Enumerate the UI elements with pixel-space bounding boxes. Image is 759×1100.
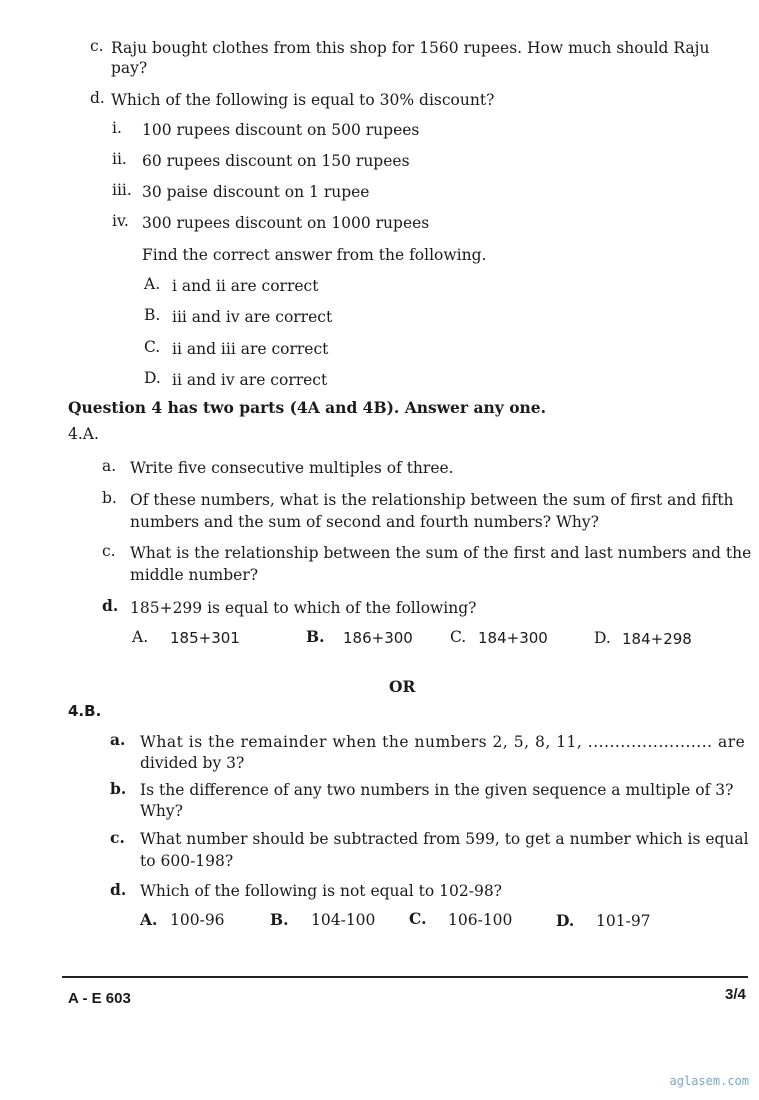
q3d-option-a-text: i and ii are correct xyxy=(172,277,319,295)
q4b-option-c-text: 106-100 xyxy=(448,911,513,929)
q4a-part-d-line1: 185+299 is equal to which of the following? xyxy=(130,599,477,617)
q4a-option-c-text: 184+300 xyxy=(478,629,548,647)
q3d-label: d. xyxy=(90,89,105,107)
q4a-part-a-key: a. xyxy=(102,457,117,475)
q4b-part-c-line1: What number should be subtracted from 599, to get a number which is equal xyxy=(140,830,749,848)
q3d-option-c-text: ii and iii are correct xyxy=(172,340,329,358)
q4b-part-a-key: a. xyxy=(110,730,126,749)
q4b-part-d-line1: Which of the following is not equal to 102-98? xyxy=(140,882,502,900)
q3d-item-4-text: 300 rupees discount on 1000 rupees xyxy=(142,214,430,232)
or-separator: OR xyxy=(389,677,416,696)
q3d-item-4-num: iv. xyxy=(112,212,129,230)
q4b-part-d-key: d. xyxy=(110,880,127,899)
q3d-instruction: Find the correct answer from the following. xyxy=(142,246,487,264)
page-number: 3/4 xyxy=(725,986,746,1003)
q4a-option-a-key: A. xyxy=(132,628,149,646)
q3d-option-b-key: B. xyxy=(144,306,161,324)
q4b-option-b-key: B. xyxy=(270,910,289,929)
q4b-option-a-text: 100-96 xyxy=(170,911,225,929)
q4b-part-b-line2: Why? xyxy=(140,802,183,820)
q4-heading: Question 4 has two parts (4A and 4B). Answer any one. xyxy=(68,398,547,417)
q4a-part-b-line2: numbers and the sum of second and fourth numbers? Why? xyxy=(130,513,599,531)
q4b-label: 4.B. xyxy=(68,702,102,720)
q3d-item-2-text: 60 rupees discount on 150 rupees xyxy=(142,152,410,170)
q3d-item-1-text: 100 rupees discount on 500 rupees xyxy=(142,121,420,139)
watermark[interactable]: aglasem.com xyxy=(669,1074,749,1088)
q4a-part-c-line1: What is the relationship between the sum of the first and last numbers and the xyxy=(130,544,752,562)
q3d-option-b-text: iii and iv are correct xyxy=(172,308,333,326)
q4b-part-b-line1: Is the difference of any two numbers in the given sequence a multiple of 3? xyxy=(140,781,734,799)
q4b-option-b-text: 104-100 xyxy=(311,911,376,929)
q3d-item-2-num: ii. xyxy=(112,150,127,168)
q4a-part-b-key: b. xyxy=(102,489,117,507)
q3d-option-a-key: A. xyxy=(144,275,161,293)
q4a-part-d-key: d. xyxy=(102,596,119,615)
q4a-label: 4.A. xyxy=(68,425,99,443)
q3d-option-d-key: D. xyxy=(144,369,161,387)
q4a-option-c-key: C. xyxy=(450,628,467,646)
q4b-part-c-key: c. xyxy=(110,828,125,847)
q4a-option-d-key: D. xyxy=(594,629,611,647)
q4b-option-d-text: 101-97 xyxy=(596,912,651,930)
q4a-part-c-key: c. xyxy=(102,542,116,560)
q4b-option-c-key: C. xyxy=(409,909,427,928)
q3d-option-d-text: ii and iv are correct xyxy=(172,371,328,389)
q3c-text-line2: pay? xyxy=(111,59,148,77)
q4a-part-b-line1: Of these numbers, what is the relationship between the sum of first and fifth xyxy=(130,491,734,509)
q3d-item-3-text: 30 paise discount on 1 rupee xyxy=(142,183,370,201)
q4a-option-d-text: 184+298 xyxy=(622,630,692,648)
q3d-item-3-num: iii. xyxy=(112,181,132,199)
q4a-part-a-line1: Write five consecutive multiples of three. xyxy=(130,459,454,477)
paper-code: A - E 603 xyxy=(68,990,131,1007)
q4a-option-a-text: 185+301 xyxy=(170,629,240,647)
q3c-text-line1: Raju bought clothes from this shop for 1560 rupees. How much should Raju xyxy=(111,39,710,57)
q4a-part-c-line2: middle number? xyxy=(130,566,259,584)
q4b-part-a-line2: divided by 3? xyxy=(140,754,245,772)
q4b-part-c-line2: to 600-198? xyxy=(140,852,234,870)
q3d-text: Which of the following is equal to 30% discount? xyxy=(111,91,495,109)
q4a-option-b-key: B. xyxy=(306,627,325,646)
q4b-option-d-key: D. xyxy=(556,911,575,930)
q4b-part-b-key: b. xyxy=(110,779,127,798)
q3c-label: c. xyxy=(90,37,104,55)
footer-divider xyxy=(62,976,748,978)
q4a-option-b-text: 186+300 xyxy=(343,629,413,647)
q4b-option-a-key: A. xyxy=(140,910,158,929)
q4b-part-a-line1: What is the remainder when the numbers 2, 5, 8, 11, ....................... are xyxy=(140,733,746,751)
q3d-option-c-key: C. xyxy=(144,338,161,356)
q3d-item-1-num: i. xyxy=(112,119,122,137)
